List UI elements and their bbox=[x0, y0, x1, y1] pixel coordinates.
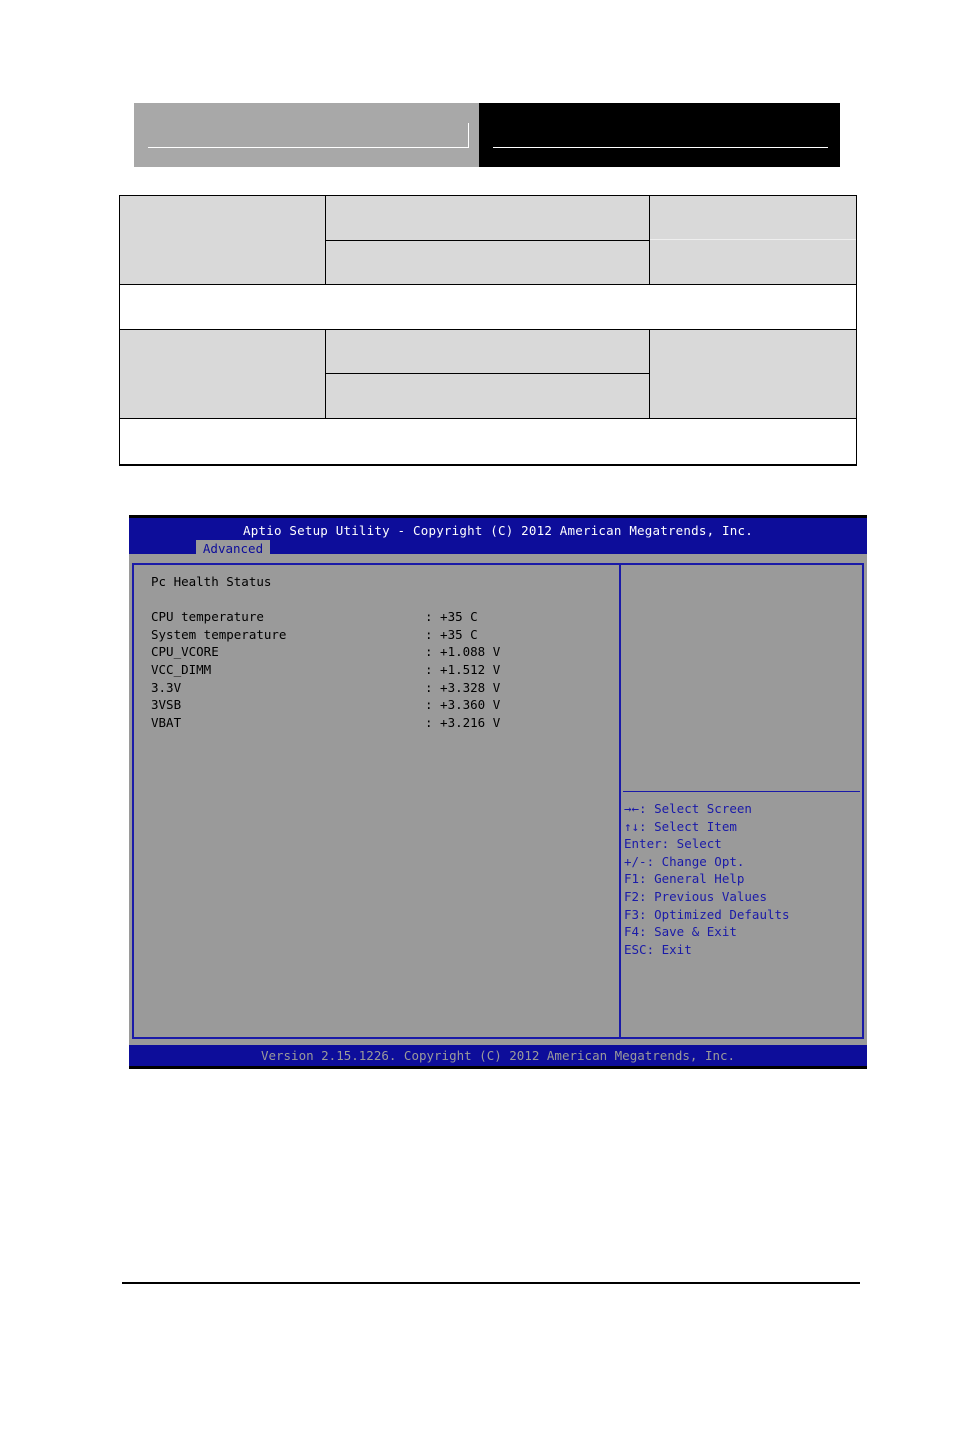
sensor-label: System temperature bbox=[151, 627, 287, 642]
sensor-value: : +1.088 V bbox=[425, 644, 501, 659]
footer-rule bbox=[122, 1282, 860, 1284]
table-hline bbox=[326, 373, 649, 374]
help-previous-values: F2: Previous Values bbox=[624, 888, 767, 904]
table-vline bbox=[649, 330, 650, 418]
table-subline bbox=[650, 239, 856, 240]
help-enter-select: Enter: Select bbox=[624, 836, 722, 852]
sensor-label: 3VSB bbox=[151, 697, 182, 712]
help-select-screen: →←: Select Screen bbox=[624, 801, 752, 816]
info-table bbox=[119, 195, 857, 466]
table-vline bbox=[325, 330, 326, 418]
sensor-value: : +1.512 V bbox=[425, 662, 501, 677]
table-cell-r1-c2b bbox=[326, 241, 649, 284]
table-hline bbox=[120, 284, 856, 285]
sensor-label: 3.3V bbox=[151, 680, 182, 695]
sensor-value: : +35 C bbox=[425, 609, 478, 624]
bios-version: Version 2.15.1226. Copyright (C) 2012 American Megatrends, Inc. bbox=[260, 1048, 736, 1063]
table-vline bbox=[649, 196, 650, 284]
section-title: Pc Health Status bbox=[151, 574, 272, 589]
table-cell-r1-c3 bbox=[650, 196, 856, 284]
banner-tick bbox=[468, 123, 469, 148]
sensor-label: VCC_DIMM bbox=[151, 662, 212, 677]
help-select-item: ↑↓: Select Item bbox=[624, 818, 737, 834]
table-cell-r3-c1 bbox=[120, 330, 325, 418]
help-esc-exit: ESC: Exit bbox=[624, 941, 692, 957]
header-banner-left bbox=[134, 103, 479, 167]
sensor-value: : +3.216 V bbox=[425, 715, 501, 730]
sensor-value: : +35 C bbox=[425, 627, 478, 642]
help-save-exit: F4: Save & Exit bbox=[624, 924, 737, 940]
bios-version-bar bbox=[129, 1045, 867, 1069]
header-banner-right bbox=[479, 103, 840, 167]
table-hline bbox=[120, 418, 856, 419]
sensor-value: : +3.360 V bbox=[425, 697, 501, 712]
table-cell-r1-c1 bbox=[120, 196, 325, 284]
sensor-label: VBAT bbox=[151, 715, 182, 730]
sensor-label: CPU_VCORE bbox=[151, 644, 219, 659]
table-cell-r3-c2b bbox=[326, 374, 649, 418]
help-general-help: F1: General Help bbox=[624, 871, 745, 887]
table-hline bbox=[326, 240, 649, 241]
table-cell-r3-c3 bbox=[650, 330, 856, 418]
help-optimized-defaults: F3: Optimized Defaults bbox=[624, 906, 790, 922]
sensor-value: : +3.328 V bbox=[425, 680, 501, 695]
help-change-opt: +/-: Change Opt. bbox=[624, 853, 745, 869]
sensor-label: CPU temperature bbox=[151, 609, 264, 624]
banner-rule-left bbox=[148, 147, 469, 148]
bios-title-bar bbox=[129, 515, 867, 554]
table-cell-r1-c2a bbox=[326, 196, 649, 240]
bios-panel-divider bbox=[619, 563, 621, 1039]
key-help-list bbox=[624, 801, 790, 959]
banner-rule-right bbox=[493, 147, 828, 148]
help-divider bbox=[623, 791, 860, 792]
table-cell-r3-c2a bbox=[326, 330, 649, 373]
tab-advanced[interactable]: Advanced bbox=[196, 540, 270, 557]
bios-title: Aptio Setup Utility - Copyright (C) 2012 American Megatrends, Inc. bbox=[243, 523, 753, 538]
bios-screen bbox=[129, 515, 867, 1069]
